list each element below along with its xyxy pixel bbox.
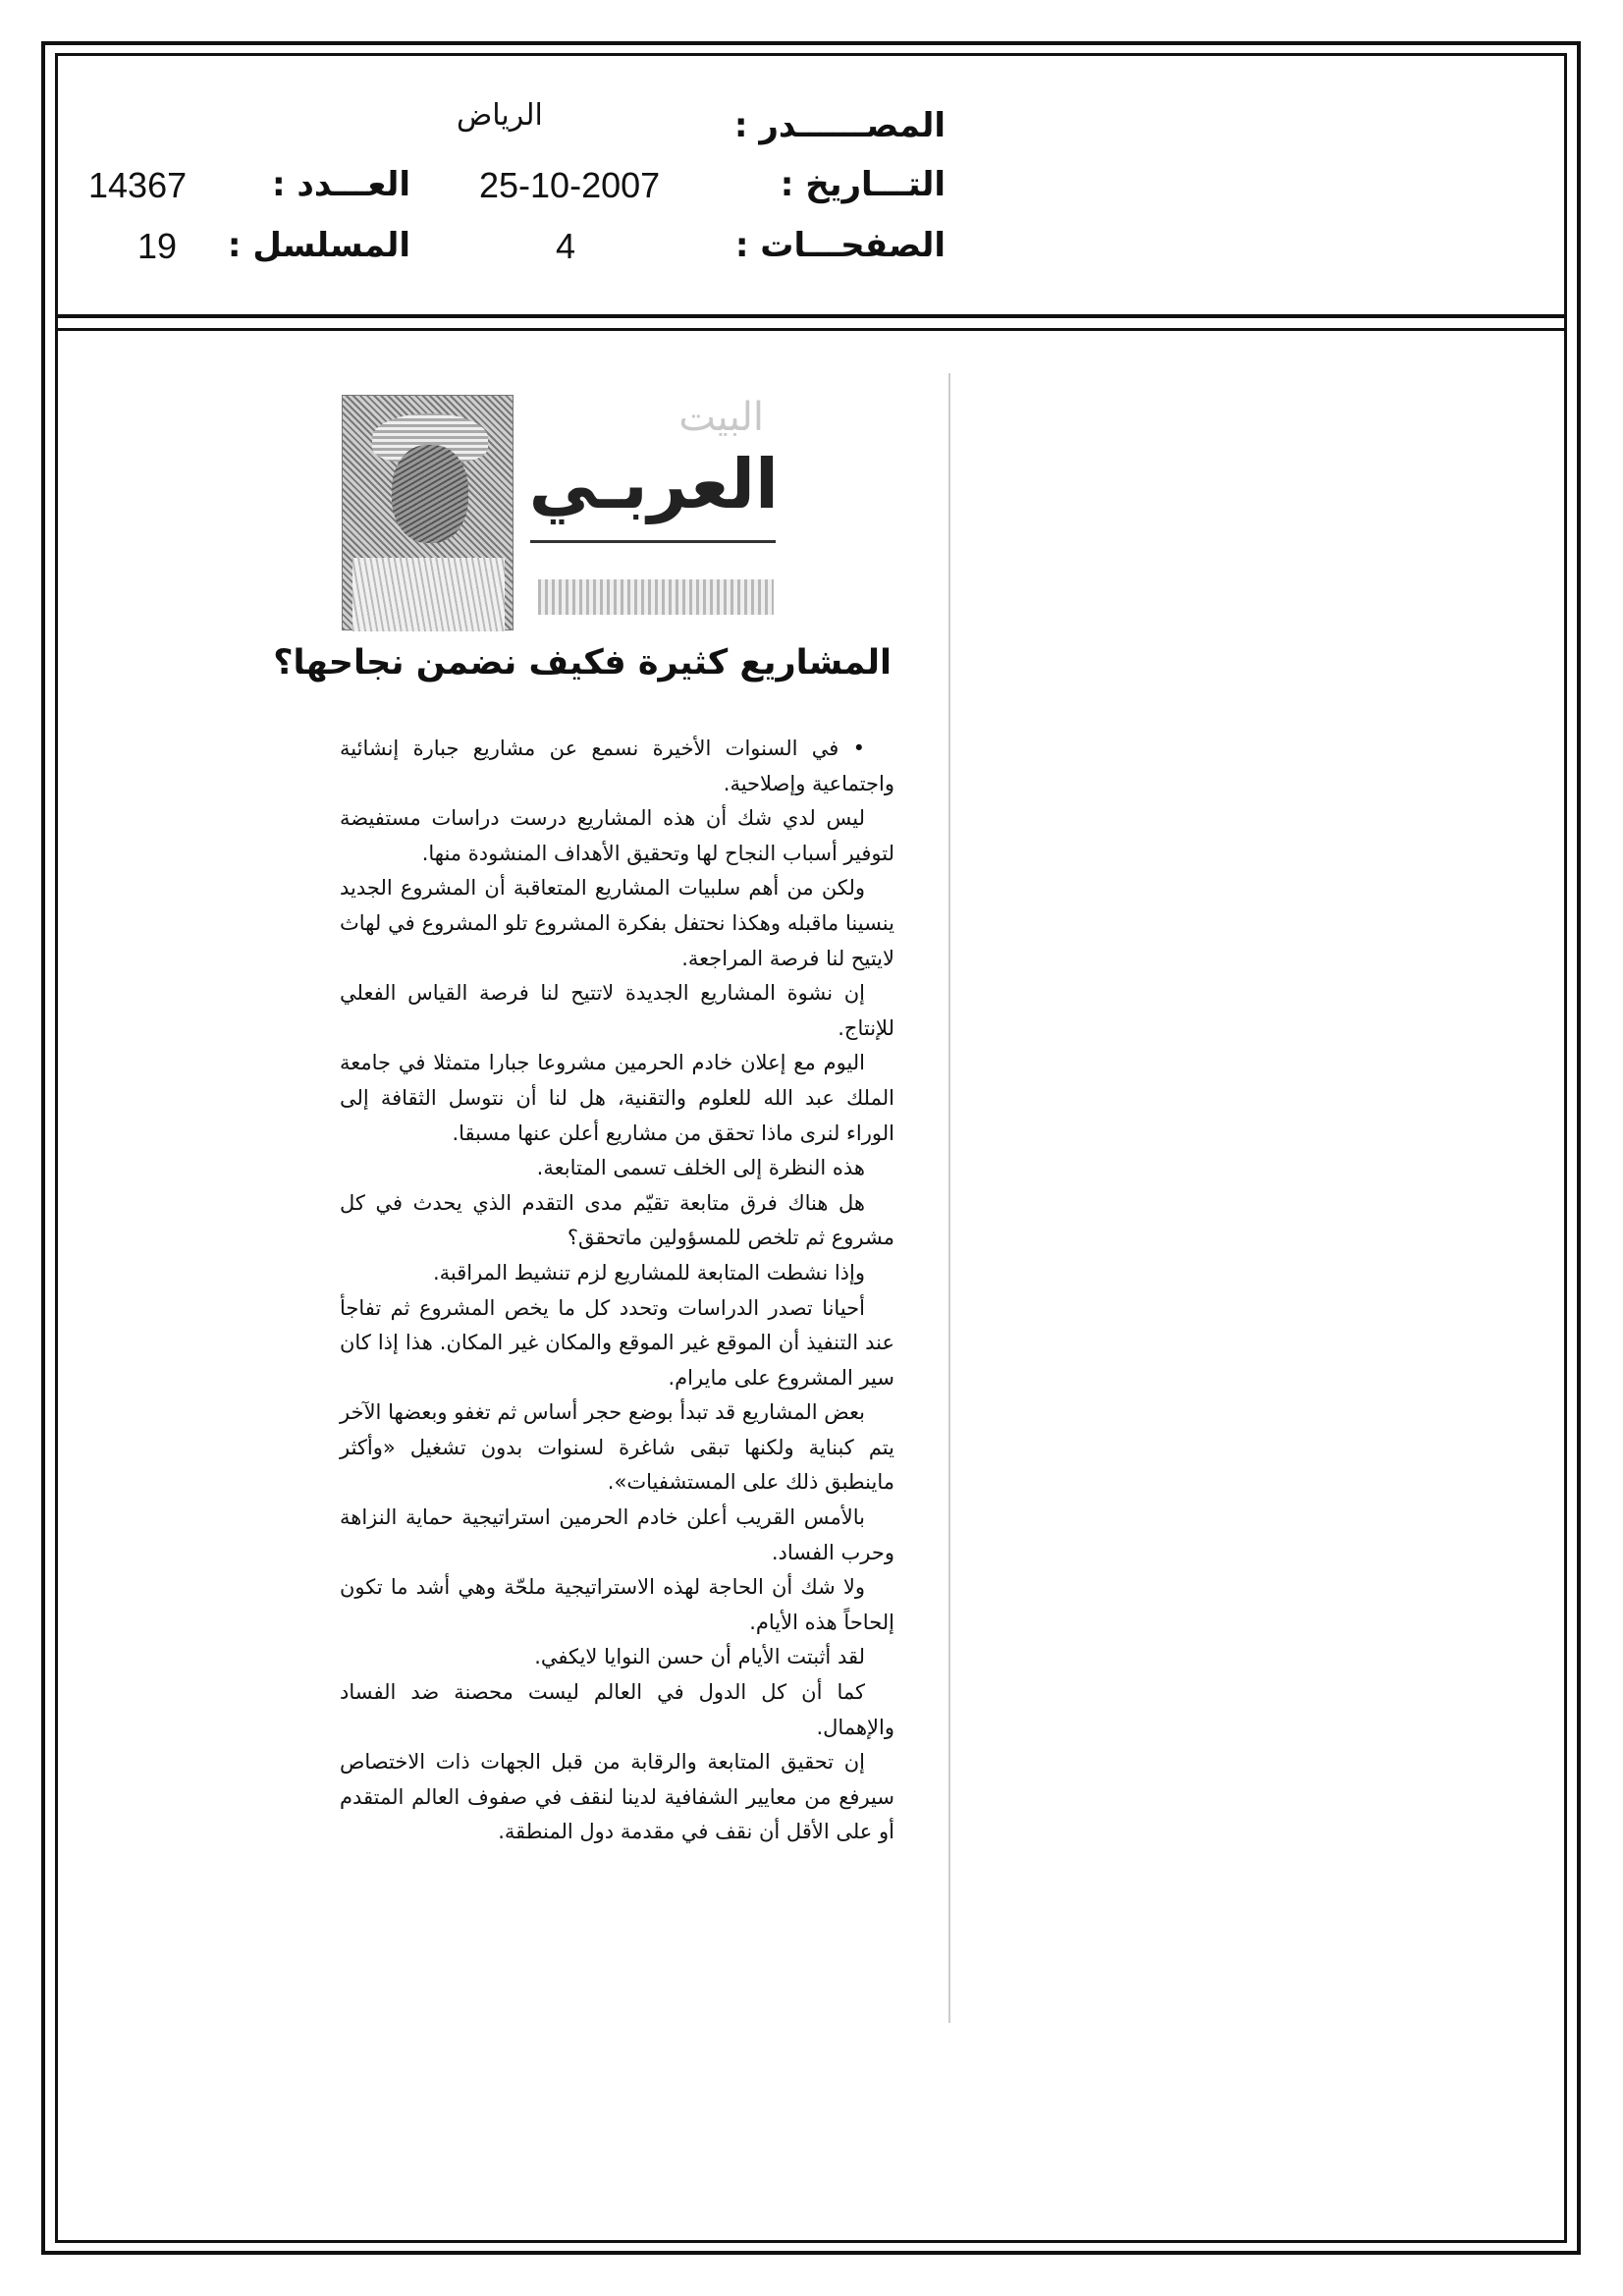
header-divider [55, 314, 1567, 318]
source-value: الرياض [457, 98, 543, 133]
author-photo [342, 395, 514, 630]
article-headline: المشاريع كثيرة فكيف نضمن نجاحها؟ [273, 643, 892, 683]
issue-value: 14367 [88, 165, 188, 205]
serial-label: المسلسل : [227, 226, 410, 265]
article-paragraph: وإذا نشطت المتابعة للمشاريع لزم تنشيط المراقبة. [432, 1260, 865, 1285]
article-paragraph: إن نشوة المشاريع الجديدة لاتتيح لنا فرصة القياس الفعلي للإنتاج. [340, 981, 894, 1040]
article-body [340, 732, 894, 1850]
article-paragraph: هذه النظرة إلى الخلف تسمى المتابعة. [536, 1156, 865, 1180]
article-paragraph: اليوم مع إعلان خادم الحرمين مشروعا جبارا متمثلا في جامعة الملك عبد الله للعلوم والتقنية، هل لنا أن نتوسل الثقافة إلى الوراء لنرى ماذا تحقق من مشاريع أعلن عنها مسبقا. [340, 1051, 894, 1145]
article-paragraph: إن تحقيق المتابعة والرقابة من قبل الجهات ذات الاختصاص سيرفع من معايير الشفافية لدينا لنقف في صفوف العالم المتقدم أو على الأقل أن نقف في مقدمة دول المنطقة. [340, 1750, 894, 1844]
serial-value: 19 [137, 226, 178, 266]
article-paragraph: لقد أثبتت الأيام أن حسن النوايا لايكفي. [534, 1645, 865, 1669]
article-paragraph: أحيانا تصدر الدراسات وتحدد كل ما يخص المشروع ثم تفاجأ عند التنفيذ أن الموقع غير الموقع والمكان غير المكان. هذا إذا كان سير المشروع على مايرام. [340, 1295, 894, 1390]
issue-label: العـــدد : [272, 165, 410, 204]
date-label: التـــاريخ : [780, 165, 946, 204]
article-paragraph: ولا شك أن الحاجة لهذه الاستراتيجية ملحّة وهي أشد ما تكون إلحاحاً هذه الأيام. [340, 1575, 894, 1634]
column-title-underline [530, 540, 776, 543]
article-paragraph: بعض المشاريع قد تبدأ بوضع حجر أساس ثم تغفو وبعضها الآخر يتم كبناية ولكنها تبقى شاغرة لسنوات بدون تشغيل «وأكثر ماينطبق ذلك على المستشفيات». [340, 1400, 894, 1495]
column-title-top: البيت [678, 395, 764, 440]
column-banner [342, 395, 892, 630]
article-paragraph: بالأمس القريب أعلن خادم الحرمين استراتيجية حماية النزاهة وحرب الفساد. [340, 1505, 894, 1564]
source-label: المصــــــدر : [733, 106, 946, 145]
article-paragraph: هل هناك فرق متابعة تقيّم مدى التقدم الذي يحدث في كل مشروع ثم تلخص للمسؤولين ماتحقق؟ [340, 1190, 894, 1250]
article-paragraph: • في السنوات الأخيرة نسمع عن مشاريع جبارة إنشائية واجتماعية وإصلاحية. [340, 737, 894, 795]
date-value: 25-10-2007 [479, 165, 661, 205]
pages-label: الصفحـــات : [734, 226, 946, 265]
article-paragraph: ليس لدي شك أن هذه المشاريع درست دراسات مستفيضة لتوفير أسباب النجاح لها وتحقيق الأهداف المنشودة منها. [340, 806, 894, 865]
column-title: العربـي [528, 444, 779, 524]
clipping-edge [948, 373, 950, 2023]
article-paragraph: كما أن كل الدول في العالم ليست محصنة ضد الفساد والإهمال. [340, 1680, 894, 1739]
column-byline-faded [538, 579, 774, 615]
pages-value: 4 [556, 226, 576, 266]
photo-face [392, 445, 468, 543]
photo-shoulders [352, 558, 505, 631]
header-divider-secondary [55, 328, 1567, 331]
article-paragraph: ولكن من أهم سلبيات المشاريع المتعاقبة أن المشروع الجديد ينسينا ماقبله وهكذا نحتفل بفكرة المشروع تلو المشروع في لهاث لايتيح لنا فرصة المراجعة. [340, 876, 894, 970]
